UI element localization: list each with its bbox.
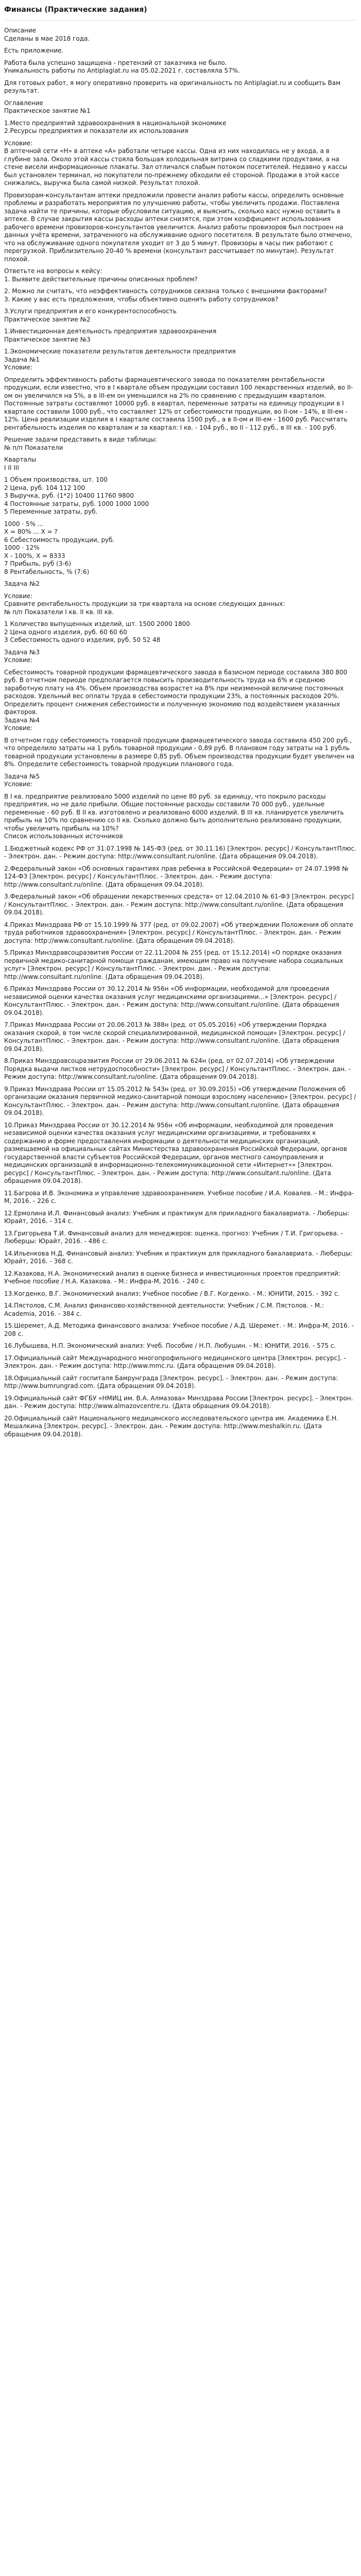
text-line: 8 Рентабельность, % (7:6) xyxy=(4,568,90,575)
text-block xyxy=(4,580,357,588)
text-block xyxy=(4,120,357,135)
text-line: 4.Приказ Минздрава РФ от 15.10.1999 № 377 (ред. от 09.02.2007) «Об утверждении Положения об оплате труда работников здравоохранения» [Электрон. ресурс] / КонсультантПлюс. - Электрон. дан. - Режим доступа: http://www.consultant.ru/online. (Дата обращения 09.04.2018). xyxy=(4,921,353,944)
text-line: 2 Цена одного изделия, руб. 60 60 60 xyxy=(4,628,127,636)
text-block xyxy=(4,1210,357,1226)
text-line: Условие: xyxy=(4,724,33,732)
text-line: 3.Федеральный закон «Об обращении лекарственных средств» от 12.04.2010 № 61-ФЗ [Электрон. ресурс] / КонсультантПлюс. - Электрон. дан. - Режим доступа: http://www.consultant.ru/online. (Дата обращения 09.04.2018). xyxy=(4,893,354,916)
text-line: Сделаны в мае 2018 года. xyxy=(4,35,90,42)
text-line: 11.Багрова И.В. Экономика и управление здравоохранением. Учебное пособие / И.А. Ковалев. - М.: Инфра-М, 2016. - 226 с. xyxy=(4,1189,354,1205)
text-line: Описание xyxy=(4,27,37,34)
text-line: 5 Переменные затраты, руб. xyxy=(4,508,98,515)
text-line: 19.Официальный сайт ФГБУ «НМИЦ им. В.А. Алмазова» Минздрава России [Электрон. ресурс]. - Электрон. дан. - Режим доступа: http://www.almazovcentre.ru. (Дата обращения 09.04.2018). xyxy=(4,1394,353,1410)
text-block xyxy=(4,287,357,303)
text-block xyxy=(4,1375,357,1391)
text-block xyxy=(4,1057,357,1081)
text-line: Есть приложение. xyxy=(4,47,64,54)
text-line: 9.Приказ Минздрава России от 15.05.2012 № 543н (ред. от 30.09.2015) «Об утверждении Положения об организации оказания первичной медико-санитарной помощи взрослому населению» [Электрон. ресурс] / КонсультантПлюс. - Электрон. дан. - Режим доступа: http://www.consultant.ru/online. (Дата обращения 09.04.2018). xyxy=(4,1085,356,1116)
text-block xyxy=(4,773,357,789)
text-block xyxy=(4,520,357,577)
text-block xyxy=(4,348,357,372)
text-line: 2.Федеральный закон «Об основных гарантиях прав ребенка в Российской Федерации» от 24.07.1998 № 124-ФЗ [Электрон. ресурс] / КонсультантПлюс. - Электрон. дан. - Режим доступа: http://www.consultant.ru/online. (Дата обращения 09.04.2018). xyxy=(4,865,349,888)
text-line: Условие: xyxy=(4,656,33,664)
text-line: Оглавление xyxy=(4,99,43,107)
text-line: Практическое занятие №2 xyxy=(4,315,91,323)
text-line: В I кв. предприятие реализовало 5000 изделий по цене 80 руб. за единицу, что покрыло расходы предприятия, но не дало прибыли. Общие постоянные расходы составили 70 000 руб., удельные переменные - 60 руб. В II кв. изготовлено и реализовано 6000 изделий. В III кв. планируется увеличить прибыль на 10% по сравнению со II кв. Сколько должно быть дополнительно реализовано продукции, чтобы увеличить прибыль на 10%? xyxy=(4,792,344,832)
text-block xyxy=(4,1302,357,1318)
text-line: 1.Место предприятий здравоохранения в национальной экономике xyxy=(4,119,227,127)
text-line: 1.Бюджетный кодекс РФ от 31.07.1998 № 145-ФЗ (ред. от 30.11.16) [Электрон. ресурс] / КонсультантПлюс. - Электрон. дан. - Режим доступа: http://www.consultant.ru/online. (Дата обращения 09.04.2018). xyxy=(4,844,356,860)
text-line: 3. Какие у вас есть предложения, чтобы объективно оценить работу сотрудников? xyxy=(4,295,279,303)
text-line: 18.Официальный сайт госпиталя Бамрунграда [Электрон. ресурс]. - Электрон. дан. - Режим доступа: http://www.bumrungrad.com. (Дата обращения 09.04.2018). xyxy=(4,1374,338,1389)
text-block xyxy=(4,865,357,889)
text-line: Сравните рентабельность продукции за три квартала на основе следующих данных: xyxy=(4,600,285,607)
text-block xyxy=(4,1290,357,1298)
text-block xyxy=(4,1190,357,1206)
text-line: 1.Инвестиционная деятельность предприятия здравоохранения xyxy=(4,328,217,335)
text-line: 8.Приказ Минздравсоцразвития России от 29.06.2011 № 624н (ред. от 02.07.2014) «Об утверждении Порядка выдачи листков нетрудоспособности» [Электрон. ресурс] / КонсультантПлюс. - Электрон. дан. - Режим доступа: http://www.consultant.ru/online. (Дата обращения 09.04.2018). xyxy=(4,1057,351,1080)
text-block xyxy=(4,893,357,917)
text-block xyxy=(4,1354,357,1370)
text-block xyxy=(4,1415,357,1439)
text-line: 1000 · 5% ... xyxy=(4,520,44,528)
text-line: 2.Ресурсы предприятия и показатели их использования xyxy=(4,127,188,134)
text-line: 14.Ильенкова Н.Д. Финансовый анализ: Учебник и практикум для прикладного бакалавриата. - Люберцы: Юрайт, 2016. - 368 с. xyxy=(4,1249,353,1265)
text-block xyxy=(4,59,357,75)
text-block xyxy=(4,436,357,452)
text-line: Себестоимость товарной продукции фармацевтического завода в базисном периоде составила 380 800 руб. В отчетном периоде предполагается повысить производительность труда на 6% и среднюю заработную плату на 4%. Объем производства возрастет на 8% при неизменной величине постоянных расходов. Удельный вес оплаты труда в себестоимости продукции 23%, а постоянных расходов 20%. Определить процент снижения себестоимости и полученную экономию под воздействием указанных факторов. xyxy=(4,668,348,716)
text-line: 12.Ермолина И.Л. Финансовый анализ: Учебник и практикум для прикладного бакалавриата. - Люберцы: Юрайт, 2016. - 314 с. xyxy=(4,1209,350,1225)
text-block xyxy=(4,1342,357,1350)
text-block xyxy=(4,192,357,264)
text-block xyxy=(4,1086,357,1117)
text-block xyxy=(4,921,357,945)
text-line: Практическое занятие №1 xyxy=(4,107,91,114)
text-block xyxy=(4,476,357,516)
text-line: 6 Себестоимость продукции, руб. xyxy=(4,536,115,544)
text-line: Провизорам-консультантам аптеки предложили провести анализ работы кассы, определить основные проблемы и разработать мероприятия по улучшению работы, чтобы увеличить продажи. Поставлена задача найти те причины, которые обусловили ситуацию, и выяснить, сколько касс нужно оставить в аптеке. В случае закрытия кассы расходы аптеки снизятся, при этом коэффициент использования рабочего времени провизоров-консультантов увеличится. Анализ работы провизоров был построен на данных учёта времени, затраченного на обслуживание одного посетителя. В результате было отмечено, что на обслуживание одного покупателя уходит от 3 до 5 минут. Провизоры в часы пик работают с перегрузкой. Приблизительно 20-40 % времени (консультант рассчитывает по минутам). Результат плохой. xyxy=(4,191,352,263)
text-block xyxy=(4,328,357,344)
text-block xyxy=(4,27,357,43)
text-line: 13.Когденко, В.Г. Экономический анализ: Учебное пособие / В.Г. Когденко. - М.: ЮНИТИ, 2015. - 392 с. xyxy=(4,1290,340,1297)
text-block xyxy=(4,1021,357,1053)
text-line: В аптечной сети «Н» в аптеке «А» работали четыре кассы. Одна из них находилась не у входа, а в глубине зала. Около этой кассы стояла большая холодильная витрина со сладкими продуктами, а на стене висели информационные плакаты. Зал отличался слабым потоком посетителей. Недавно у кассы был установлен терминал, но покупатели по-прежнему обходили её стороной. Продажи в этой кассе снижались, выручка была самой низкой. Результат плохой. xyxy=(4,147,348,187)
text-line: 13.Григорьева Т.И. Финансовый анализ для менеджеров: оценка, прогноз: Учебник / Т.И. Григорьева. - Люберцы: Юрайт, 2016. - 486 с. xyxy=(4,1229,343,1245)
text-line: 14.Пястолов, С.М. Анализ финансово-хозяйственной деятельности: Учебник / С.М. Пястолов. - М.: Academia, 2016. - 384 с. xyxy=(4,1302,324,1317)
text-block xyxy=(4,1250,357,1266)
document-body xyxy=(4,27,357,1438)
text-line: I II III xyxy=(4,464,19,471)
text-line: Задача №4 xyxy=(4,716,40,724)
text-line: 2. Можно ли считать, что неэффективность сотрудников связана только с внешними факторами? xyxy=(4,287,327,295)
text-block xyxy=(4,737,357,769)
text-line: Решение задачи представить в виде таблицы: xyxy=(4,436,157,443)
text-block xyxy=(4,308,357,324)
text-line: 1 Количество выпущенных изделий, шт. 1500 2000 1800 xyxy=(4,620,190,628)
text-block xyxy=(4,649,357,665)
text-line: 7 Прибыль, руб (3-6) xyxy=(4,560,72,567)
text-line: Условие: xyxy=(4,592,33,600)
text-line: 3 Выручка, руб. (1*2) 10400 11760 9800 xyxy=(4,492,134,499)
text-line: X = 80% ... X = ? xyxy=(4,528,58,535)
text-line: Практическое занятие №3 xyxy=(4,335,91,343)
text-block xyxy=(4,592,357,617)
text-line: Задача №2 xyxy=(4,580,40,587)
text-block xyxy=(4,949,357,981)
text-line: Определить эффективность работы фармацевтического завода по показателям рентабельности продукции, если известно, что в I квартале объем продукции составил 100 лекарственных изделий, во II-ом он увеличился на 5%, а в III-ем он уменьшился на 2% по сравнению с предыдущим кварталом. Постоянные затраты составляют 10000 руб. в квартал, переменные затраты на единицу продукции в I квартале составили 1000 руб., что составляет 12% от себестоимости продукции, во II-ом - 14%, в III-ем - 12%. Цена реализации изделия в I квартале составила 1500 руб., а в II-ом и III-ем - 1600 руб. Рассчитать рентабельность изделия по кварталам и за квартал: I кв. - 104 руб., во II - 112 руб., в III кв. - 100 руб. xyxy=(4,376,353,431)
text-line: № п/п Показатели I кв. II кв. III кв. xyxy=(4,608,114,616)
text-block xyxy=(4,793,357,841)
text-line: Список использованных источников xyxy=(4,833,123,840)
text-line: 4 Постоянные затраты, руб. 1000 1000 1000 xyxy=(4,500,149,507)
text-line: 20.Официальный сайт Национального медицинского исследовательского центра им. Академика Е.Н. Мешалкина [Электрон. ресурс]. - Электрон. дан. - Режим доступа: http://www.meshalkin.ru. (Дата обращения 09.04.2018). xyxy=(4,1414,338,1438)
text-block xyxy=(4,456,357,472)
text-line: Условие: xyxy=(4,781,33,788)
text-line: Работа была успешно защищена - претензий от заказчика не было. xyxy=(4,59,227,66)
text-line: В отчетном году себестоимость товарной продукции фармацевтического завода составила 450 200 руб., что определило затраты на 1 рубль товарной продукции - 0,89 руб. В плановом году затраты на 1 рубль товарной продукции установлены в размере 0,85 руб. Объем производства продукции будет увеличен на 8%. Определите себестоимость товарной продукции планового года. xyxy=(4,736,354,768)
text-block xyxy=(4,669,357,733)
text-block xyxy=(4,1322,357,1338)
text-line: 15.Шеремет, А.Д. Методика финансового анализа: Учебное пособие / А.Д. Шеремет. - М.: Инфра-М, 2016. - 208 с. xyxy=(4,1322,354,1337)
text-line: 1000 · 12% xyxy=(4,544,40,551)
text-block xyxy=(4,1270,357,1286)
text-block xyxy=(4,1122,357,1185)
text-line: 12.Казакова, Н.А. Экономический анализ в оценке бизнеса и инвестиционных проектов предприятий: Учебное пособие / Н.А. Казакова. - М.: Инфра-М, 2016. - 240 с. xyxy=(4,1269,341,1285)
text-block xyxy=(4,267,357,283)
text-block xyxy=(4,79,357,95)
text-line: 5.Приказ Минздравсоцразвития России от 22.11.2004 № 255 (ред. от 15.12.2014) «О порядке оказания первичной медико-санитарной помощи гражданам, имеющим право на получение набора социальных услуг» [Электрон. ресурс] / КонсультантПлюс. - Электрон. дан. - Режим доступа: http://www.consultant.ru/online. (Дата обращения 09.04.2018). xyxy=(4,949,343,980)
divider xyxy=(4,20,357,21)
text-line: Для готовых работ, я могу оперативно проверить на оригинальность по Antiplagiat.ru и сообщить Вам результат. xyxy=(4,79,341,94)
text-line: Условие: xyxy=(4,139,33,147)
text-block xyxy=(4,845,357,861)
text-line: Условие: xyxy=(4,364,33,371)
text-block xyxy=(4,140,357,188)
document-title: Финансы (Практические задания) xyxy=(4,6,147,14)
text-block xyxy=(4,99,357,115)
text-line: № п/п Показатели xyxy=(4,444,63,451)
text-line: 1. Выявите действительные причины описанных проблем? xyxy=(4,275,198,283)
text-block xyxy=(4,376,357,432)
text-line: Ответьте на вопросы к кейсу: xyxy=(4,267,102,275)
text-block xyxy=(4,985,357,1017)
text-block xyxy=(4,1230,357,1246)
text-line: 1 Объем производства, шт. 100 xyxy=(4,476,108,483)
text-line: 3.Услуги предприятия и его конкурентоспособность xyxy=(4,308,177,315)
text-line: Уникальность работы по Antiplagiat.ru на 05.02.2021 г. составляла 57%. xyxy=(4,67,240,74)
text-line: 17.Официальный сайт Международного многопрофильного медицинского центра [Электрон. ресурс]. - Электрон. дан. - Режим доступа: http://www.mmc.ru. (Дата обращения 09.04.2018). xyxy=(4,1354,346,1369)
text-line: 2 Цена, руб. 104 112 100 xyxy=(4,484,85,492)
text-line: 3 Себестоимость одного изделия, руб. 50 52 48 xyxy=(4,636,161,643)
text-line: Кварталы xyxy=(4,456,37,463)
text-line: X - 100%, X = 8333 xyxy=(4,552,65,560)
text-line: Задача №3 xyxy=(4,648,40,656)
text-line: 6.Приказ Минздрава России от 30.12.2014 № 956н «Об информации, необходимой для проведения независимой оценки качества оказания услуг медицинскими организациями...» [Электрон. ресурс] / КонсультантПлюс. - Электрон. дан. - Режим доступа: http://www.consultant.ru/online. (Дата обращения 09.04.2018). xyxy=(4,985,339,1016)
text-block xyxy=(4,1395,357,1411)
text-line: 7.Приказ Минздрава России от 20.06.2013 № 388н (ред. от 05.05.2016) «Об утверждении Порядка оказания скорой, в том числе скорой специализированной, медицинской помощи» [Электрон. ресурс] / КонсультантПлюс. - Электрон. дан. - Режим доступа: http://www.consultant.ru/online. (Дата обращения 09.04.2018). xyxy=(4,1021,345,1053)
text-line: 1.Экономические показатели результатов деятельности предприятия xyxy=(4,348,236,355)
text-line: 16.Лубышева, Н.П. Экономический анализ: Учеб. Пособие / Н.П. Любушин. - М.: ЮНИТИ, 2016. - 575 с. xyxy=(4,1342,336,1349)
text-line: Задача №1 xyxy=(4,355,40,363)
text-block xyxy=(4,620,357,645)
text-line: 10.Приказ Минздрава России от 30.12.2014 № 956н «Об информации, необходимой для проведения независимой оценки качества оказания услуг медицинскими организациями, и требованиях к содержанию и форме предоставления информации о деятельности медицинских организаций, размещаемой на официальных сайтах Министерства здравоохранения Российской Федерации, органов государственной власти субъектов Российской Федерации, органов местного самоуправления и медицинских организаций в информационно-телекоммуникационной сети «Интернет»» [Электрон. ресурс] / КонсультантПлюс. - Электрон. дан. - Режим доступа: http://www.consultant.ru/online. (Дата обращения 09.04.2018). xyxy=(4,1121,347,1184)
text-line: Задача №5 xyxy=(4,772,40,780)
text-block xyxy=(4,47,357,55)
